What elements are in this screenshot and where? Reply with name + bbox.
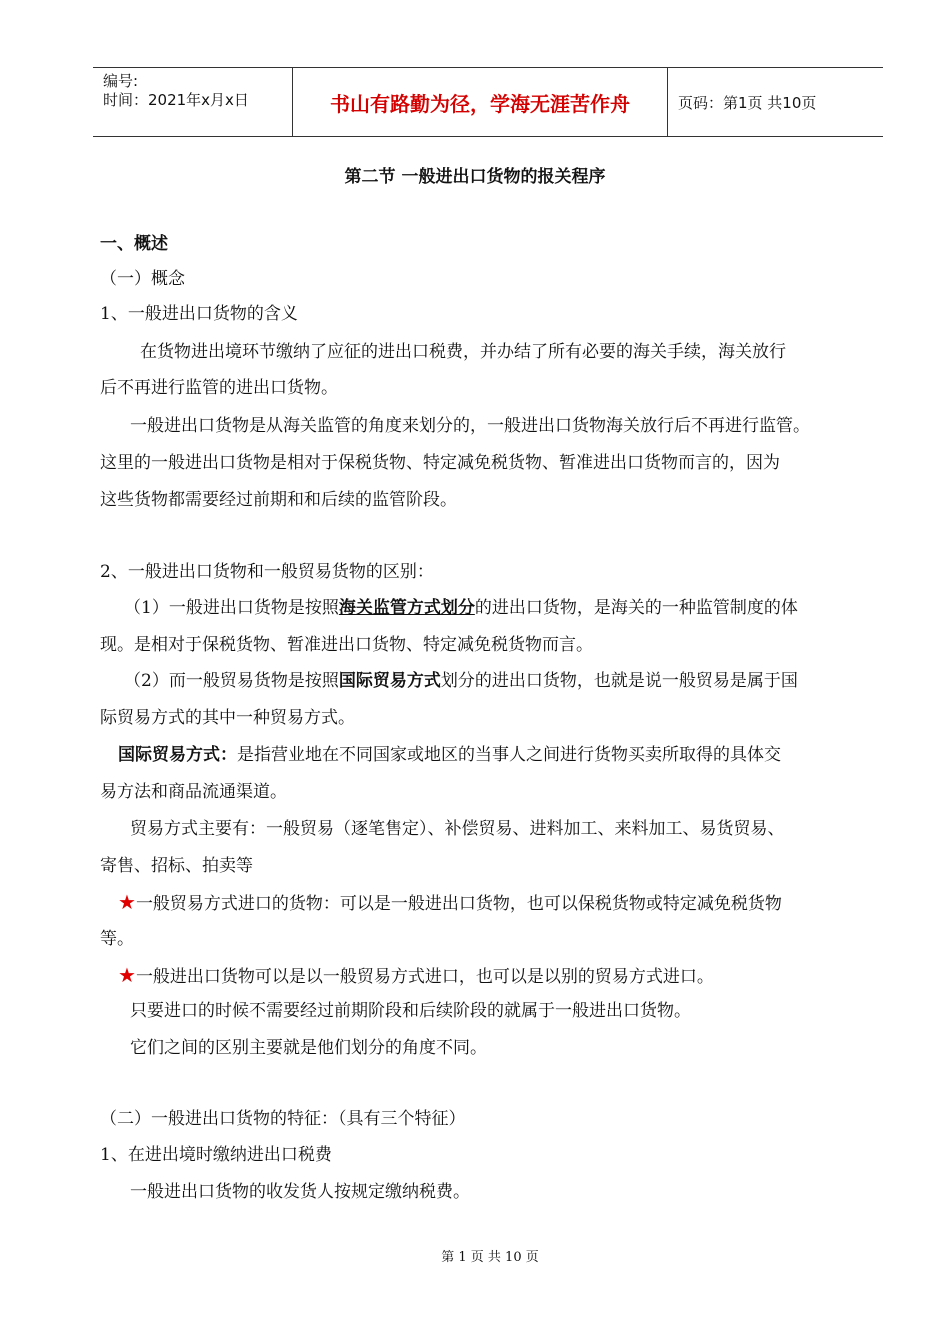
paragraph-line: 一般进出口货物的收发货人按规定缴纳税费。 xyxy=(130,1182,470,1202)
text-run: （2）而一般贸易货物是按照 xyxy=(124,671,339,691)
header-table xyxy=(93,67,883,137)
text-run: 一般进出口货物可以是以一般贸易方式进口，也可以是以别的贸易方式进口。 xyxy=(135,967,714,987)
paragraph-line: 等。 xyxy=(100,929,134,949)
code-label: 编号: xyxy=(103,72,139,90)
text-run: 的进出口货物，是海关的一种监管制度的体 xyxy=(474,598,798,618)
star-icon: ★ xyxy=(118,963,136,987)
header-page-info: 页码：第1页 共10页 xyxy=(678,93,817,112)
paragraph-line xyxy=(124,597,798,619)
paragraph-heading: 1、一般进出口货物的含义 xyxy=(100,304,298,324)
page-footer: 第 1 页 共 10 页 xyxy=(441,1250,539,1265)
paragraph-line: 一般进出口货物是从海关监管的角度来划分的，一般进出口货物海关放行后不再进行监管。 xyxy=(130,416,810,436)
text-run: （1）一般进出口货物是按照 xyxy=(124,598,339,618)
subsection-heading: （二）一般进出口货物的特征：（具有三个特征） xyxy=(100,1109,466,1129)
time-label: 时间：2021年x月x日 xyxy=(103,91,249,109)
emphasis-text: 海关监管方式划分 xyxy=(338,598,475,618)
paragraph-line xyxy=(118,744,781,766)
paragraph-line: 它们之间的区别主要就是他们划分的角度不同。 xyxy=(130,1038,487,1058)
paragraph-line xyxy=(118,964,714,988)
paragraph-line: 际贸易方式的其中一种贸易方式。 xyxy=(100,708,355,728)
paragraph-line: 寄售、招标、拍卖等 xyxy=(100,856,253,876)
text-run: 是指营业地在不同国家或地区的当事人之间进行货物买卖所取得的具体交 xyxy=(237,745,781,765)
text-run: 一般贸易方式进口的货物：可以是一般进出口货物，也可以保税货物或特定减免税货物 xyxy=(135,894,782,914)
star-icon: ★ xyxy=(118,890,136,914)
emphasis-text: 国际贸易方式 xyxy=(338,671,441,691)
header-motto: 书山有路勤为径，学海无涯苦作舟 xyxy=(293,68,668,136)
paragraph-heading: 2、一般进出口货物和一般贸易货物的区别： xyxy=(100,562,434,582)
definition-term: 国际贸易方式： xyxy=(118,745,237,765)
paragraph-line: 现。是相对于保税货物、暂准进出口货物、特定减免税货物而言。 xyxy=(100,635,593,655)
text-run: 划分的进出口货物，也就是说一般贸易是属于国 xyxy=(440,671,798,691)
paragraph-line: 这里的一般进出口货物是相对于保税货物、特定减免税货物、暂准进出口货物而言的，因为 xyxy=(100,453,780,473)
paragraph-line xyxy=(118,891,782,915)
paragraph-line: 后不再进行监管的进出口货物。 xyxy=(100,378,338,398)
paragraph-line: 只要进口的时候不需要经过前期阶段和后续阶段的就属于一般进出口货物。 xyxy=(130,1001,691,1021)
document-title: 第二节 一般进出口货物的报关程序 xyxy=(344,167,606,187)
paragraph-line xyxy=(124,670,798,692)
header-meta xyxy=(93,68,293,136)
subsection-heading: （一）概念 xyxy=(100,269,185,289)
paragraph-heading: 1、在进出境时缴纳进出口税费 xyxy=(100,1145,332,1165)
section-heading: 一、概述 xyxy=(100,234,168,254)
paragraph-line: 这些货物都需要经过前期和和后续的监管阶段。 xyxy=(100,490,457,510)
paragraph-line: 在货物进出境环节缴纳了应征的进出口税费，并办结了所有必要的海关手续，海关放行 xyxy=(140,342,786,362)
paragraph-line: 易方法和商品流通渠道。 xyxy=(100,782,287,802)
paragraph-line: 贸易方式主要有：一般贸易（逐笔售定）、补偿贸易、进料加工、来料加工、易货贸易、 xyxy=(130,819,785,839)
